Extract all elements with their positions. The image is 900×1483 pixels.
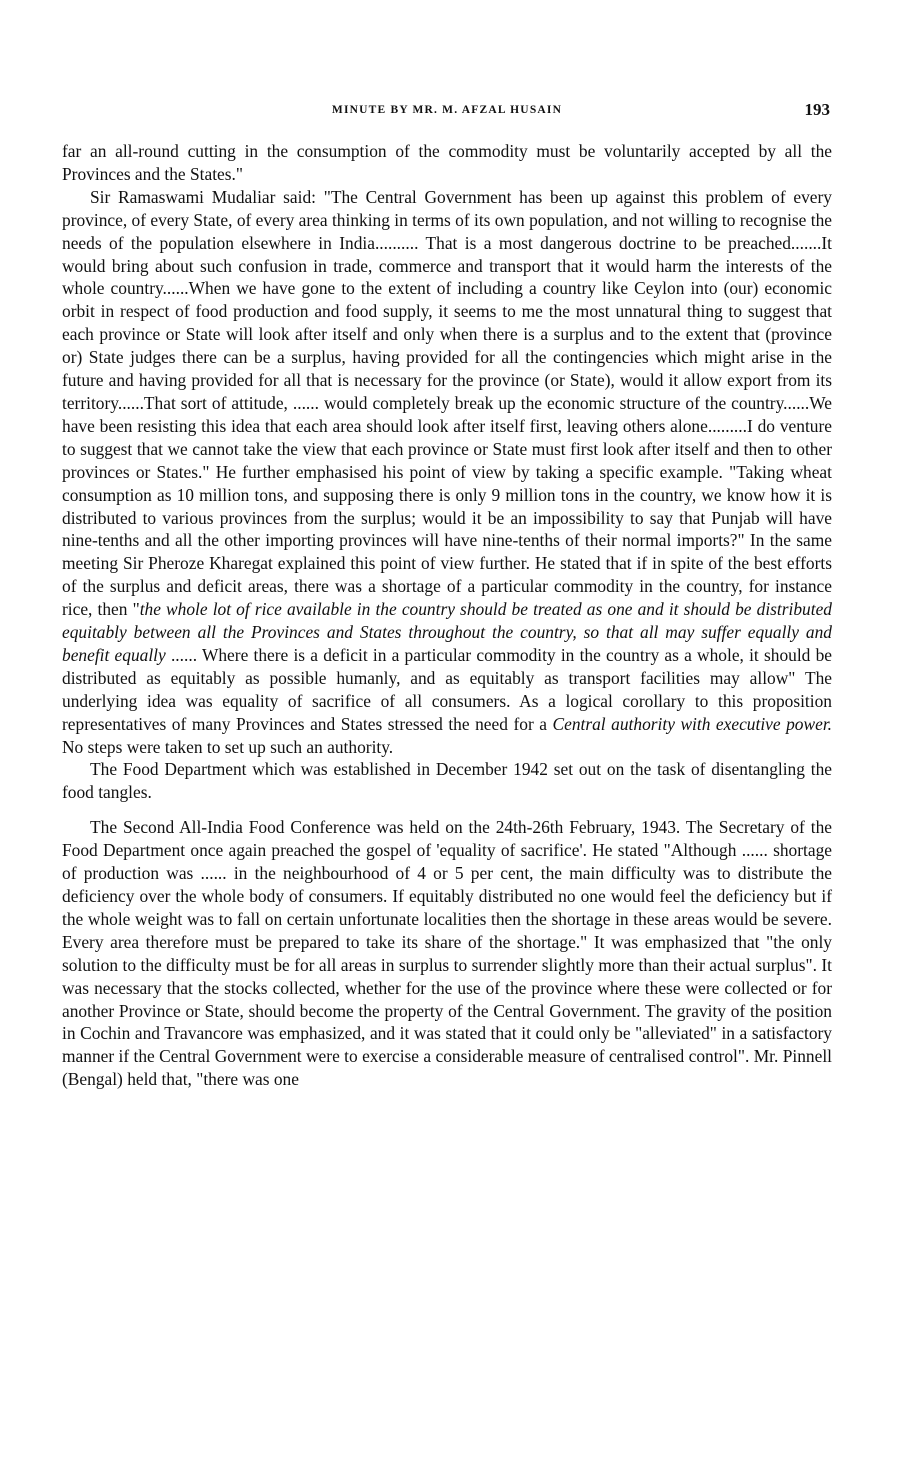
book-page xyxy=(62,102,832,1091)
paragraph-second-conference xyxy=(62,816,832,1091)
italic-text-segment: Central authority with executive power. xyxy=(552,713,833,734)
text-segment: The Food Department which was established in December 1942 set out on the task of disentangling the food tangles. xyxy=(62,759,832,803)
body-text xyxy=(62,140,832,1091)
paragraph-continuation xyxy=(62,140,832,186)
text-segment: No steps were taken to set up such an authority. xyxy=(62,736,394,757)
italic-text-segment: the whole lot of rice available in the country should be treated as one and it should be distributed equitably between all the Provinces and States throughout the country, so that all may suffer equally and benefit equally xyxy=(62,599,832,665)
running-title: MINUTE BY MR. M. AFZAL HUSAIN xyxy=(331,104,563,116)
page-number: 193 xyxy=(804,100,830,119)
page-header xyxy=(62,102,832,126)
paragraph-mudaliar-quote xyxy=(62,186,832,759)
text-segment: ...... Where there is a deficit in a particular commodity in the country as a whole, it should be distributed as equitably as possible humanly, and as equitably as transport facilities may allow" The underlying idea was equality of sacrifice of all consumers. As a logical corollary to this proposition representatives of many Provinces and States stressed the need for a xyxy=(62,644,833,734)
text-segment: The Second All-India Food Conference was held on the 24th-26th February, 1943. The Secretary of the Food Department once again preached the gospel of 'equality of sacrifice'. He stated "Although ...... shortage of production was ...... in the neighbourhood of 4 or 5 per cent, the main difficulty was to distribute the deficiency over the whole body of consumers. If equitably distributed no one would feel the deficiency but if the whole weight was to fall on certain unfortunate localities then the shortage in these areas would be severe. Every area therefore must be prepared to take its share of the shortage." It was emphasized that "the only solution to the difficulty must be for all areas in surplus to surrender slightly more than their actual surplus". It was necessary that the stocks collected, whether for the use of the province where these were collected or for another Province or State, should become the property of the Central Government. The gravity of the position in Cochin and Travancore was emphasized, and it was stated that it could only be "alleviated" in a satisfactory manner if the Central Government were to exercise a considerable measure of centralised control". Mr. Pinnell (Bengal) held that, "there was one xyxy=(62,817,832,1090)
text-segment: far an all-round cutting in the consumption of the commodity must be voluntarily accepted by all the Provinces and the States." xyxy=(62,141,832,184)
paragraph-food-department xyxy=(62,758,832,804)
text-segment: Sir Ramaswami Mudaliar said: "The Central Government has been up against this problem of every province, of every State, of every area thinking in terms of its own population, and not willing to recognise the needs of the population elsewhere in India.......... That is a most dangerous doctrine to be preached.......It would bring about such confusion in trade, commerce and transport that it would harm the interests of the whole country......When we have gone to the extent of including a country like Ceylon into (our) economic orbit in respect of food production and food supply, it seems to me the most unnatural thing to suggest that each province or State will look after itself and only when there is a surplus and to the extent that (province or) State judges there can be a surplus, having provided for all the contingencies which might arise in the future and having provided for all that is necessary for the province (or State), would it allow export from its territory......That sort of attitude, ...... would completely break up the economic structure of the country......We have been resisting this idea that each area should look after itself first, leaving others alone.........I do venture to suggest that we cannot take the view that each province or State must first look after itself and then to other provinces or States." He further emphasised his point of view by taking a specific example. "Taking wheat consumption as 10 million tons, and supposing there is only 9 million tons in the country, we know how it is distributed to various provinces from the surplus; would it be an impossibility to say that Punjab will have nine-tenths and all the other importing provinces will have nine-tenths of their normal imports?" In the same meeting Sir Pheroze Kharegat explained this point of view further. He stated that if in spite of the best efforts of the surplus and deficit areas, there was a shortage of a particular commodity in the country, for instance rice, then " xyxy=(62,186,832,620)
